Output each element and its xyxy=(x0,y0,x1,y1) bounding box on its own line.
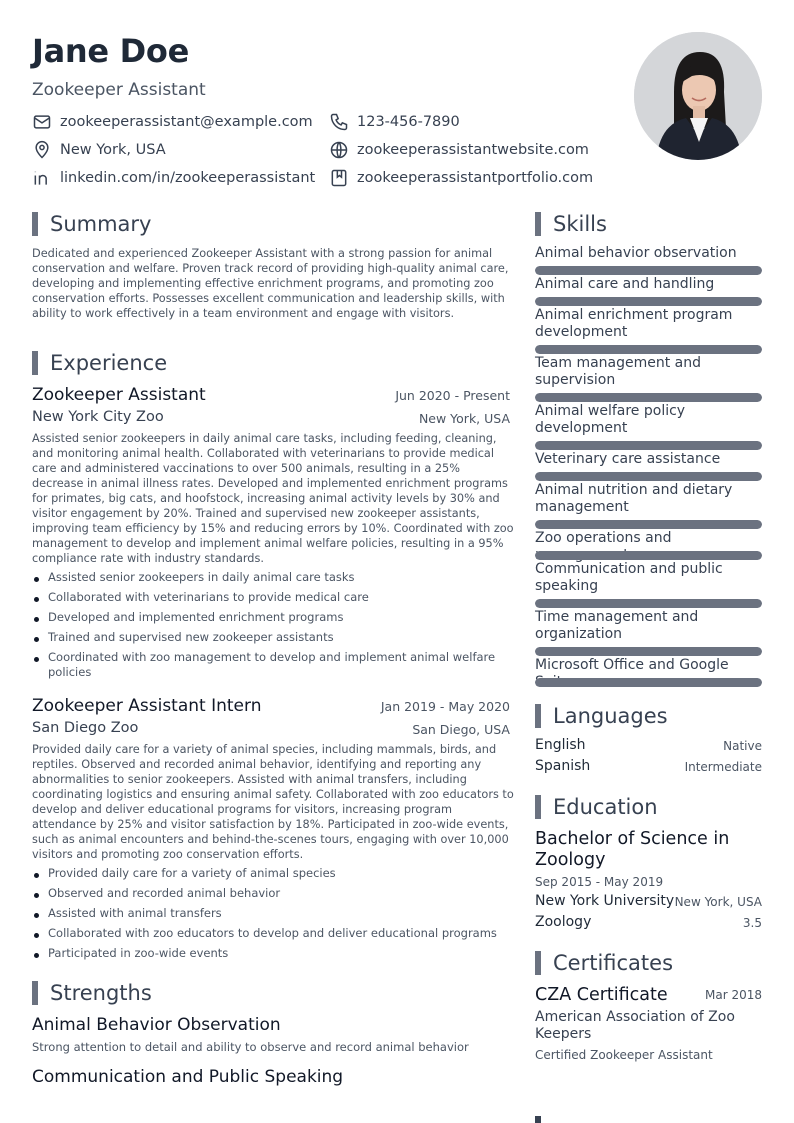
strength-name: Animal Behavior Observation xyxy=(32,1015,281,1035)
strengths-heading xyxy=(32,981,152,1005)
job-bullet-list xyxy=(32,570,514,685)
contact-linkedin[interactable] xyxy=(32,168,315,188)
heading-accent-bar xyxy=(32,212,38,236)
languages-heading xyxy=(535,704,668,728)
phone-text: 123-456-7890 xyxy=(357,114,460,130)
candidate-name: Jane Doe xyxy=(32,32,189,70)
list-item: Participated in zoo-wide events xyxy=(32,946,514,961)
skill-level-bar xyxy=(535,441,762,450)
candidate-role: Zookeeper Assistant xyxy=(32,80,206,100)
education-date: Sep 2015 - May 2019 xyxy=(535,875,664,889)
contact-portfolio[interactable] xyxy=(329,168,593,188)
phone-icon xyxy=(329,112,349,132)
list-item: Collaborated with zoo educators to develop and deliver educational programs xyxy=(32,926,514,941)
skill-name: Animal welfare policy development xyxy=(535,403,686,436)
skill-name: Microsoft Office and Google xyxy=(535,657,729,673)
skill-level-fill xyxy=(535,345,762,354)
contact-website[interactable] xyxy=(329,140,589,160)
page-continuation-mark xyxy=(535,1116,541,1123)
job-organization: San Diego Zoo xyxy=(32,720,139,736)
job-location: New York, USA xyxy=(418,411,510,426)
skill-level-fill xyxy=(535,599,762,608)
job-date: Jun 2020 - Present xyxy=(395,388,510,403)
skill-level-fill xyxy=(535,297,762,306)
portrait-photo xyxy=(634,32,762,160)
strength-name: Communication and Public Speaking xyxy=(32,1067,344,1087)
job-description: Provided daily care for a variety of animal species, including mammals, birds, and reptiles. Observed and recorded animal behavior, identifying and reporting any abnormalities to senior zookeepers. Assisted with animal transfers, including coordinating logistics and ensuring animal safety. Collaborated with zoo educators to develop and deliver educational programs for visitors, increasing program attendance by 25% and visitor satisfaction by 18%. Participated in zoo-wide events, such as animal encounters and behind-the-scenes tours, engaging with over 10,000 visitors and promoting zoo conservation efforts. xyxy=(32,743,514,861)
skill-name: Animal enrichment program development xyxy=(535,307,733,340)
skill-name: Time management and organization xyxy=(535,609,699,642)
summary-heading-text: Summary xyxy=(50,212,152,236)
skill-level-fill xyxy=(535,551,762,560)
avatar xyxy=(634,32,762,160)
list-item: Assisted with animal transfers xyxy=(32,906,514,921)
heading-accent-bar xyxy=(32,351,38,375)
heading-accent-bar xyxy=(535,212,541,236)
skills-heading xyxy=(535,212,607,236)
map-pin-icon xyxy=(32,140,52,160)
skill-level-bar xyxy=(535,393,762,402)
languages-heading-text: Languages xyxy=(553,704,668,728)
job-title: Zookeeper Assistant Intern xyxy=(32,696,262,716)
skill-level-bar xyxy=(535,599,762,608)
certificate-date: Mar 2018 xyxy=(705,988,762,1002)
mail-icon xyxy=(32,112,52,132)
summary-heading xyxy=(32,212,151,236)
language-level: Intermediate xyxy=(684,760,762,774)
skill-level-fill xyxy=(535,472,762,481)
certificate-issuer: American Association of Zoo Keepers xyxy=(535,1009,735,1042)
skill-level-fill xyxy=(535,266,762,275)
skill-name: Animal behavior observation xyxy=(535,245,737,261)
list-item: Coordinated with zoo management to develop and implement animal welfare policies xyxy=(32,650,514,680)
globe-icon xyxy=(329,140,349,160)
skill-level-fill xyxy=(535,647,762,656)
linkedin-text: linkedin.com/in/zookeeperassistant xyxy=(60,170,316,186)
experience-heading xyxy=(32,351,167,375)
heading-accent-bar xyxy=(535,795,541,819)
skill-level-fill xyxy=(535,520,762,529)
job-title: Zookeeper Assistant xyxy=(32,385,206,405)
job-bullet-list xyxy=(32,866,514,966)
skill-name: Team management and supervision xyxy=(535,355,702,388)
education-gpa: 3.5 xyxy=(742,916,762,930)
language-level: Native xyxy=(723,739,762,753)
skill-level-bar xyxy=(535,678,762,687)
certificates-heading-text: Certificates xyxy=(553,951,674,975)
skill-level-bar xyxy=(535,647,762,656)
heading-accent-bar xyxy=(535,951,541,975)
job-description: Assisted senior zookeepers in daily animal care tasks, including feeding, cleaning, and monitoring animal health. Collaborated with veterinarians to provide medical care and administered vaccinations to over 500 animals, resulting in a 25% decrease in animal illness rates. Developed and implemented enrichment programs for primates, big cats, and hoofstock, increasing animal activity levels by 30% and visitor engagement by 20%. Trained and supervised new zookeeper assistants, improving team efficiency by 15% and reducing errors by 10%. Coordinated with zoo management to develop and implement animal welfare policies, resulting in a 95% compliance rate with industry standards. xyxy=(32,432,514,565)
portfolio-text: zookeeperassistantportfolio.com xyxy=(357,170,594,186)
language-name: English xyxy=(535,737,586,753)
contact-location xyxy=(32,140,166,160)
list-item: Developed and implemented enrichment programs xyxy=(32,610,514,625)
skill-name: Zoo operations and xyxy=(535,530,672,546)
job-location: San Diego, USA xyxy=(412,722,510,737)
strength-description: Strong attention to detail and ability to observe and record animal behavior xyxy=(32,1040,469,1054)
strengths-heading-text: Strengths xyxy=(50,981,152,1005)
contact-phone[interactable] xyxy=(329,112,460,132)
experience-heading-text: Experience xyxy=(50,351,168,375)
skill-name: Animal care and handling xyxy=(535,276,715,292)
language-name: Spanish xyxy=(535,758,591,774)
education-degree: Bachelor of Science in Zoology xyxy=(535,829,730,870)
website-text: zookeeperassistantwebsite.com xyxy=(357,142,589,158)
certificates-heading xyxy=(535,951,673,975)
job-date: Jan 2019 - May 2020 xyxy=(380,699,510,714)
list-item: Trained and supervised new zookeeper assistants xyxy=(32,630,514,645)
skill-level-fill xyxy=(535,678,762,687)
bookmark-icon xyxy=(329,168,349,188)
heading-accent-bar xyxy=(32,981,38,1005)
education-school: New York University xyxy=(535,893,675,909)
skill-level-bar xyxy=(535,551,762,560)
certificate-name: CZA Certificate xyxy=(535,985,668,1005)
heading-accent-bar xyxy=(535,704,541,728)
certificate-description: Certified Zookeeper Assistant xyxy=(535,1048,713,1062)
skill-level-bar xyxy=(535,520,762,529)
education-field: Zoology xyxy=(535,914,592,930)
list-item: Observed and recorded animal behavior xyxy=(32,886,514,901)
skill-level-fill xyxy=(535,393,762,402)
education-location: New York, USA xyxy=(674,895,762,909)
skill-level-bar xyxy=(535,266,762,275)
skill-level-fill xyxy=(535,441,762,450)
skill-name: Communication and public speaking xyxy=(535,561,723,594)
list-item: Collaborated with veterinarians to provide medical care xyxy=(32,590,514,605)
skill-level-bar xyxy=(535,297,762,306)
education-heading xyxy=(535,795,658,819)
skills-heading-text: Skills xyxy=(553,212,607,236)
job-organization: New York City Zoo xyxy=(32,409,164,425)
location-text: New York, USA xyxy=(60,142,166,158)
list-item: Provided daily care for a variety of animal species xyxy=(32,866,514,881)
skill-name: Animal nutrition and dietary management xyxy=(535,482,733,515)
email-text: zookeeperassistant@example.com xyxy=(60,114,313,130)
skill-level-bar xyxy=(535,472,762,481)
summary-text: Dedicated and experienced Zookeeper Assistant with a strong passion for animal conservation and welfare. Proven track record of providing high-quality animal care, developing and implementing effective enrichment programs, and promoting zoo conservation efforts. Possesses excellent communication and leadership skills, with ability to work effectively in a team environment and engage with visitors. xyxy=(32,247,509,320)
list-item: Assisted senior zookeepers in daily animal care tasks xyxy=(32,570,514,585)
linkedin-icon xyxy=(32,168,52,188)
contact-email[interactable] xyxy=(32,112,313,132)
skill-name: Veterinary care assistance xyxy=(535,451,721,467)
education-heading-text: Education xyxy=(553,795,658,819)
skill-level-bar xyxy=(535,345,762,354)
